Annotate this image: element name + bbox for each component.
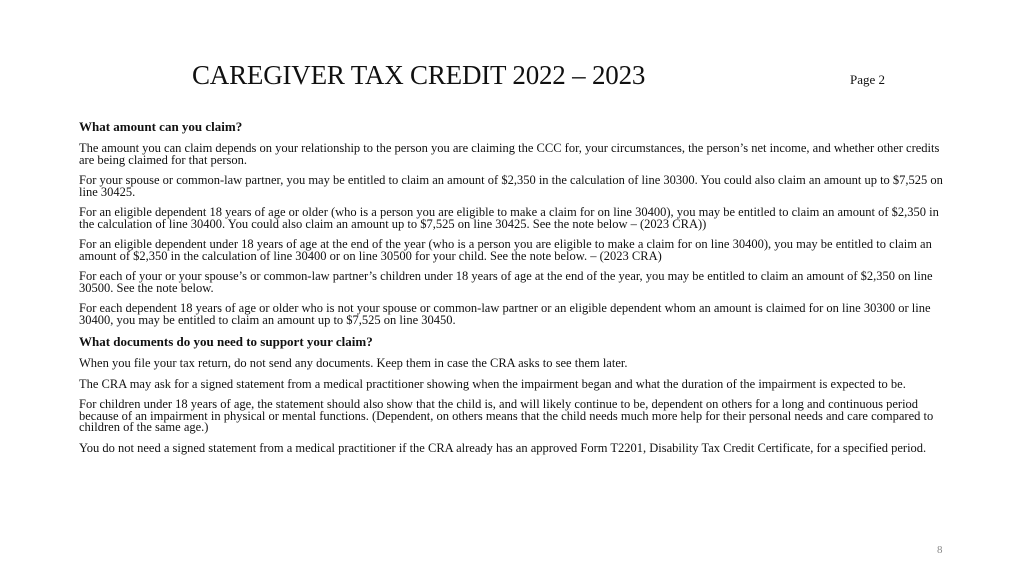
paragraph: For an eligible dependent 18 years of age or older (who is a person you are eligible to make a claim for on line 30400), you may be entitled to claim an amount of $2,350 in the calculation of line 30400. You could also claim an amount up to $7,525 on line 30425. See the note below – (2023 CRA)) <box>79 205 939 231</box>
paragraph: For an eligible dependent under 18 years of age at the end of the year (who is a person you are eligible to make a claim for on line 30400), you may be entitled to claim an amount of $2,350 in the calculation of line 30400 or on line 30500 for your child. See the note below. – (2023 CRA) <box>79 237 932 263</box>
section-heading-documents: What documents do you need to support your claim? <box>79 334 373 349</box>
paragraph: For children under 18 years of age, the statement should also show that the child is, and will likely continue to be, dependent on others for a long and continuous period because of an impairment in physical or mental functions. (Dependent, on others means that the child needs much more help for their personal needs and care compared to children of the same age.) <box>79 397 934 434</box>
paragraph: When you file your tax return, do not send any documents. Keep them in case the CRA asks to see them later. <box>79 356 628 370</box>
paragraph: You do not need a signed statement from a medical practitioner if the CRA already has an approved Form T2201, Disability Tax Credit Certificate, for a specified period. <box>79 440 927 455</box>
section-heading-claim-amount: What amount can you claim? <box>79 119 243 134</box>
paragraph: For your spouse or common-law partner, you may be entitled to claim an amount of $2,350 in the calculation of line 30300. You could also claim an amount up to $7,525 on line 30425. <box>79 173 943 199</box>
paragraph: For each dependent 18 years of age or older who is not your spouse or common-law partner or an eligible dependent whom an amount is claimed for on line 30300 or line 30400, you may be entitled to claim an amount up to $7,525 on line 30450. <box>79 301 931 327</box>
paragraph: For each of your or your spouse’s or common-law partner’s children under 18 years of age at the end of the year, you may be entitled to claim an amount of $2,350 on line 30500. See the note below. <box>79 269 933 295</box>
page-title: CAREGIVER TAX CREDIT 2022 – 2023 <box>192 60 646 90</box>
slide-number: 8 <box>937 544 943 556</box>
paragraph: The CRA may ask for a signed statement from a medical practitioner showing when the impairment began and what the duration of the impairment is expected to be. <box>79 376 906 391</box>
slide-content <box>79 120 951 463</box>
page-label: Page 2 <box>850 72 886 87</box>
paragraph: The amount you can claim depends on your relationship to the person you are claiming the CCC for, your circumstances, the person’s net income, and whether other credits are being claimed for that person. <box>79 141 940 167</box>
